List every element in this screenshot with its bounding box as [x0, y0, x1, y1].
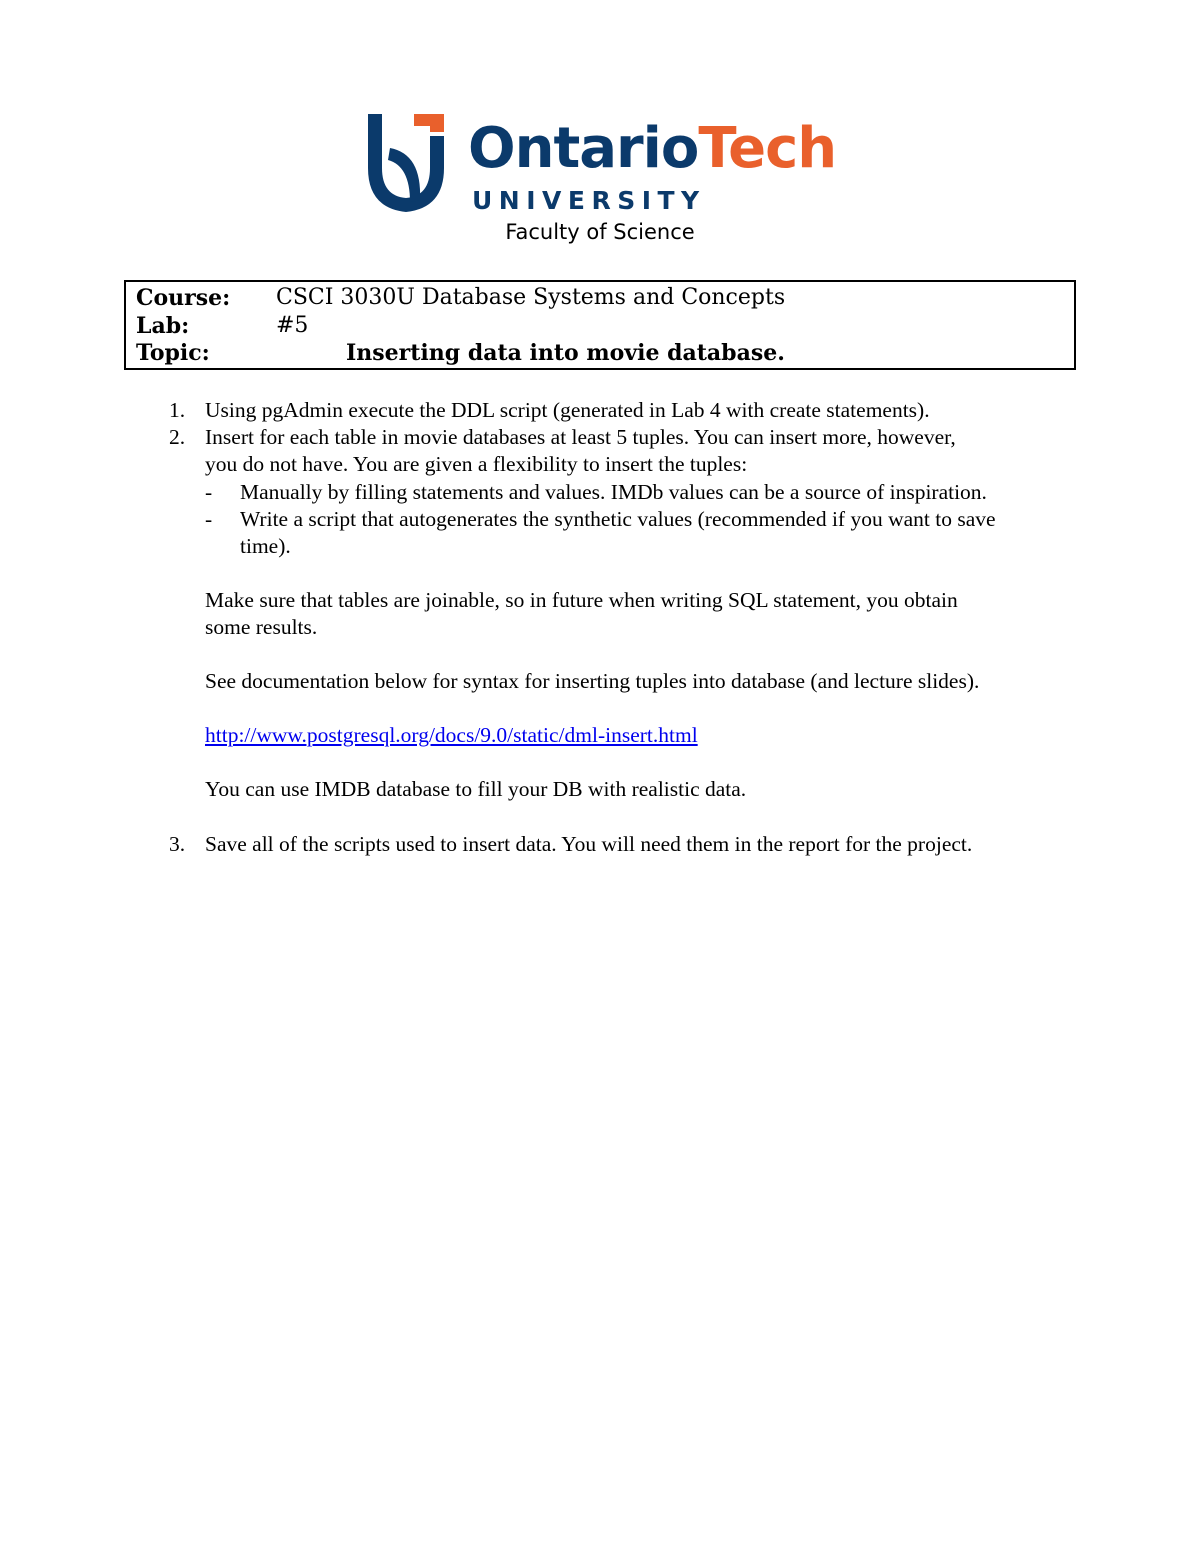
- course-info-box: [124, 280, 1076, 370]
- instruction-3: Save all of the scripts used to insert data. You will need them in the report for the project.: [205, 832, 973, 856]
- faculty-name: Faculty of Science: [505, 220, 695, 244]
- logo-university: UNIVERSITY: [472, 186, 706, 215]
- instruction-1: Using pgAdmin execute the DDL script (generated in Lab 4 with create statements).: [205, 398, 930, 422]
- instruction-2-line2: you do not have. You are given a flexibility to insert the tuples:: [205, 452, 748, 476]
- course-value: CSCI 3030U Database Systems and Concepts: [276, 285, 786, 310]
- bullet-marker: -: [205, 507, 213, 531]
- bullet-script-line1: Write a script that autogenerates the synthetic values (recommended if you want to save: [240, 507, 996, 531]
- topic-value: Inserting data into movie database.: [346, 340, 785, 366]
- bullet-marker: -: [205, 480, 213, 504]
- course-label: Course:: [136, 285, 231, 311]
- list-number-1: 1.: [169, 398, 186, 422]
- lab-label: Lab:: [136, 313, 190, 339]
- logo-wordmark: [468, 114, 836, 184]
- postgresql-docs-link[interactable]: http://www.postgresql.org/docs/9.0/static/dml-insert.html: [205, 723, 698, 747]
- list-number-2: 2.: [169, 425, 186, 449]
- topic-label: Topic:: [136, 340, 210, 366]
- bullet-script-line2: time).: [240, 534, 291, 558]
- bullet-manual: Manually by filling statements and values. IMDb values can be a source of inspiration.: [240, 480, 987, 504]
- list-number-3: 3.: [169, 832, 186, 856]
- lab-value: #5: [276, 313, 309, 338]
- shield-emblem-icon: [364, 108, 454, 216]
- joinable-note-line2: some results.: [205, 615, 318, 639]
- joinable-note-line1: Make sure that tables are joinable, so in future when writing SQL statement, you obtain: [205, 588, 958, 612]
- imdb-note: You can use IMDB database to fill your DB with realistic data.: [205, 777, 747, 801]
- logo-wordmark-tech: Tech: [698, 116, 837, 181]
- logo-wordmark-ontario: Ontario: [468, 116, 699, 181]
- instruction-2-line1: Insert for each table in movie databases at least 5 tuples. You can insert more, however,: [205, 425, 956, 449]
- documentation-note: See documentation below for syntax for inserting tuples into database (and lecture slides).: [205, 669, 980, 693]
